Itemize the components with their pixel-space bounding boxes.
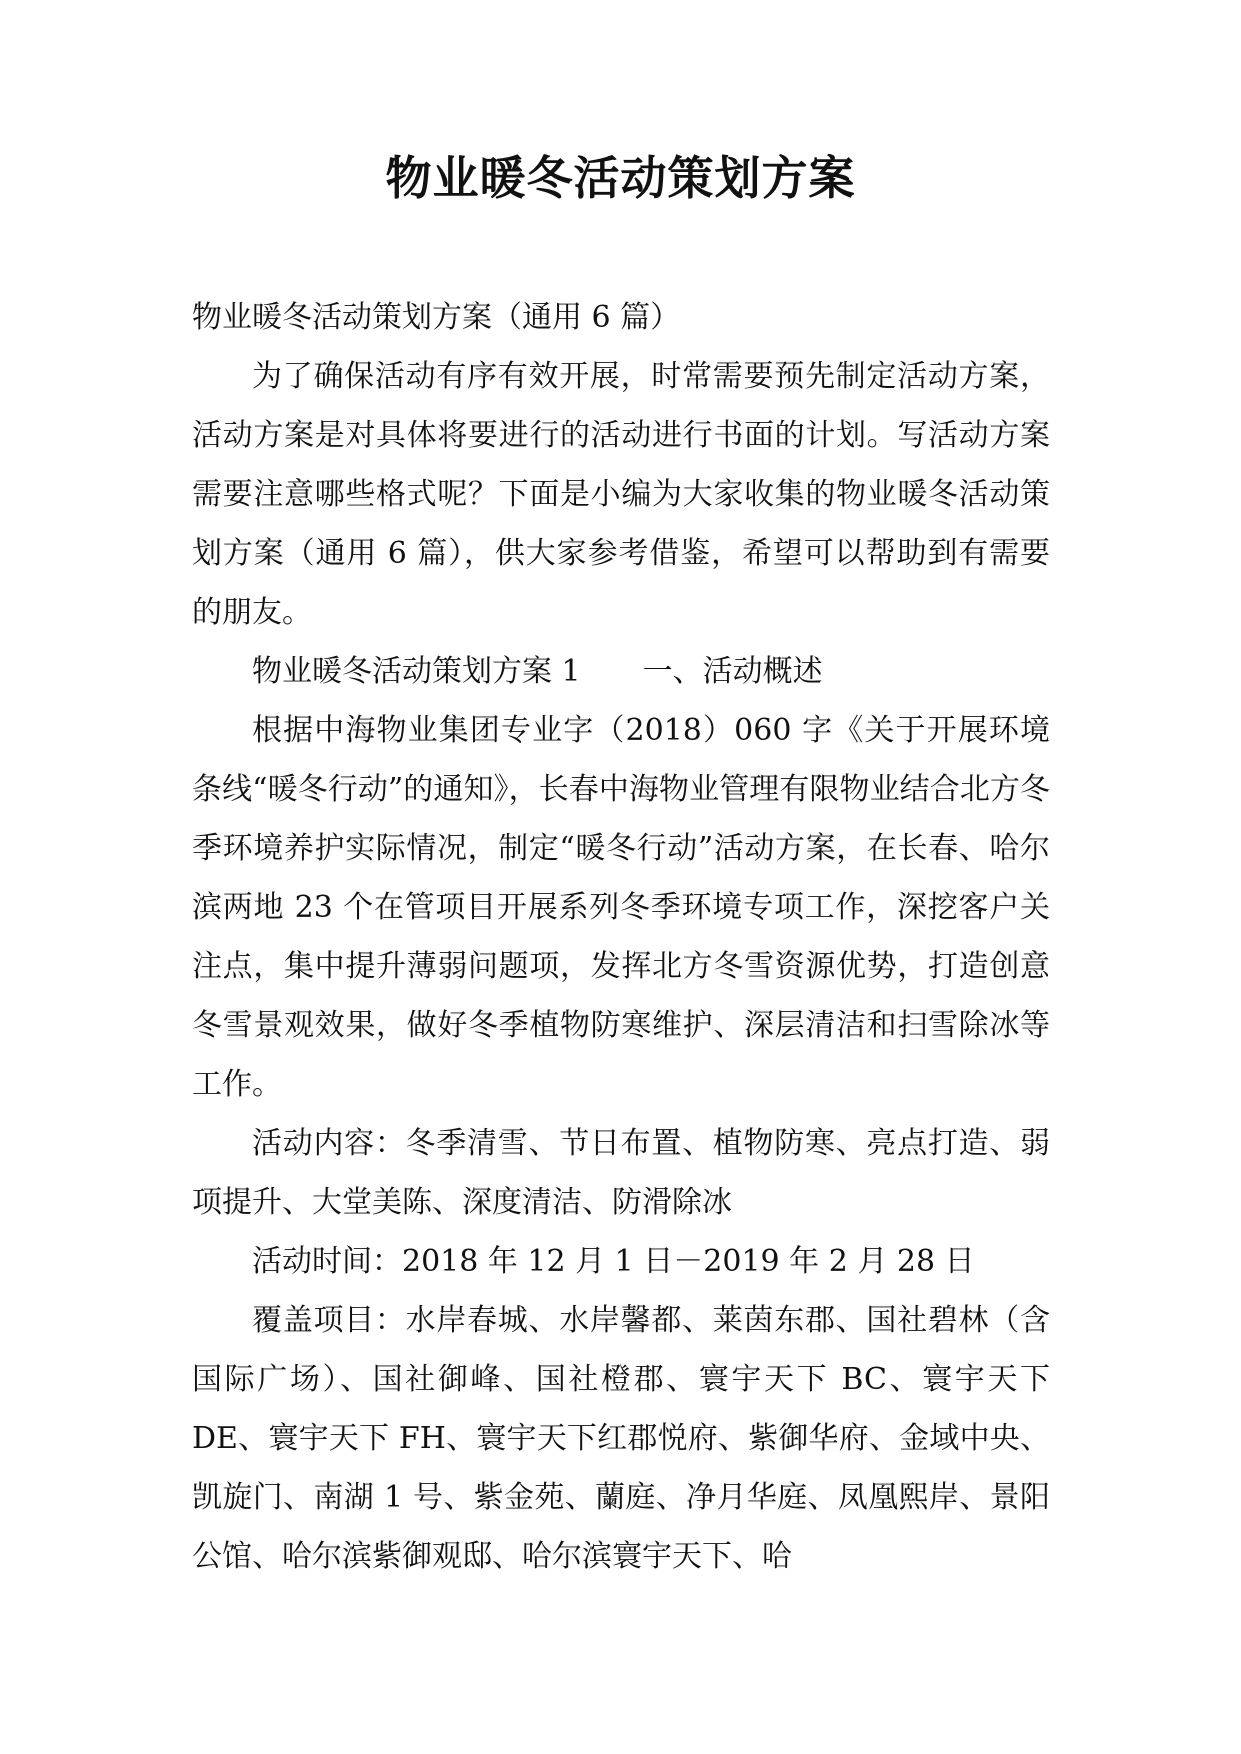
- section-heading-line: [192, 642, 1050, 701]
- section-heading: 物业暖冬活动策划方案 1: [252, 654, 581, 689]
- document-body: [192, 288, 1050, 1586]
- projects-paragraph: 覆盖项目：水岸春城、水岸馨都、莱茵东郡、国社碧林（含国际广场）、国社御峰、国社橙郡、寰宇天下 BC、寰宇天下 DE、寰宇天下 FH、寰宇天下红郡悦府、紫御华府、金域中央、凯旋门、南湖 1 号、紫金苑、蘭庭、净月华庭、凤凰熙岸、景阳公馆、哈尔滨紫御观邸、哈尔滨寰宇天下、哈: [192, 1303, 1050, 1574]
- time-paragraph: 活动时间：2018 年 12 月 1 日－2019 年 2 月 28 日: [252, 1244, 975, 1279]
- document-title: 物业暖冬活动策划方案: [385, 151, 856, 205]
- content-paragraph: 活动内容：冬季清雪、节日布置、植物防寒、亮点打造、弱项提升、大堂美陈、深度清洁、防滑除冰: [192, 1126, 1050, 1220]
- intro-paragraph: 为了确保活动有序有效开展，时常需要预先制定活动方案，活动方案是对具体将要进行的活动进行书面的计划。写活动方案需要注意哪些格式呢？下面是小编为大家收集的物业暖冬活动策划方案（通用 6 篇），供大家参考借鉴，希望可以帮助到有需要的朋友。: [192, 359, 1050, 630]
- document-subtitle: 物业暖冬活动策划方案（通用 6 篇）: [192, 300, 681, 335]
- overview-paragraph: 根据中海物业集团专业字（2018）060 字《关于开展环境条线“暖冬行动”的通知》，长春中海物业管理有限物业结合北方冬季环境养护实际情况，制定“暖冬行动”活动方案，在长春、哈尔滨两地 23 个在管项目开展系列冬季环境专项工作，深挖客户关注点，集中提升薄弱问题项，发挥北方冬雪资源优势，打造创意冬雪景观效果，做好冬季植物防寒维护、深层清洁和扫雪除冰等工作。: [192, 713, 1050, 1102]
- section-subheading: 一、活动概述: [642, 654, 823, 689]
